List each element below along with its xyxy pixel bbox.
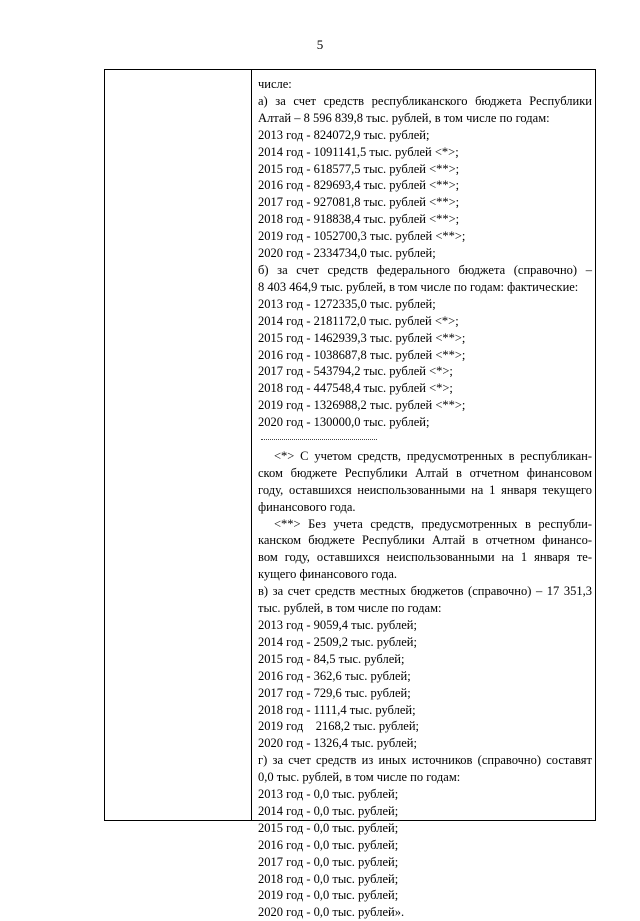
republican-year-2015: 2015 год - 618577,5 тыс. рублей <**>; <box>258 161 460 176</box>
local-year-2016: 2016 год - 362,6 тыс. рублей; <box>258 668 411 683</box>
other-heading-line1: г) за счет средств из иных источников (справочно) составят <box>258 753 592 768</box>
footnote2-line2: канском бюджете Республики Алтай в отчетном финансо- <box>258 533 592 548</box>
republican-year-2014: 2014 год - 1091141,5 тыс. рублей <*>; <box>258 144 459 159</box>
republican-year-2017: 2017 год - 927081,8 тыс. рублей <**>; <box>258 195 460 210</box>
republican-year-2013: 2013 год - 824072,9 тыс. рублей; <box>258 127 430 142</box>
other-year-2013: 2013 год - 0,0 тыс. рублей; <box>258 787 399 802</box>
local-year-2014: 2014 год - 2509,2 тыс. рублей; <box>258 634 417 649</box>
other-year-2018: 2018 год - 0,0 тыс. рублей; <box>258 871 399 886</box>
footnote-single-star <box>258 448 592 516</box>
local-year-2017: 2017 год - 729,6 тыс. рублей; <box>258 685 411 700</box>
federal-year-2019: 2019 год - 1326988,2 тыс. рублей <**>; <box>258 398 466 413</box>
local-year-2015: 2015 год - 84,5 тыс. рублей; <box>258 651 405 666</box>
federal-budget-section <box>258 262 592 431</box>
republican-year-2016: 2016 год - 829693,4 тыс. рублей <**>; <box>258 178 460 193</box>
other-year-2014: 2014 год - 0,0 тыс. рублей; <box>258 803 399 818</box>
footnote2-line4: кущего финансового года. <box>258 567 398 582</box>
local-heading-line1: в) за счет средств местных бюджетов (справочно) – 17 351,3 <box>258 584 592 599</box>
footnote-separator <box>258 431 592 448</box>
footnote-double-star <box>258 516 592 584</box>
republican-heading-line2: Алтай – 8 596 839,8 тыс. рублей, в том числе по годам: <box>258 110 550 125</box>
intro-text: числе: <box>258 77 292 91</box>
federal-year-2018: 2018 год - 447548,4 тыс. рублей <*>; <box>258 381 453 396</box>
federal-year-2017: 2017 год - 543794,2 тыс. рублей <*>; <box>258 364 453 379</box>
footnote2-line3: вом году, оставшихся неиспользованными на 1 января те- <box>258 550 592 565</box>
other-year-2015: 2015 год - 0,0 тыс. рублей; <box>258 820 399 835</box>
table-left-cell <box>105 70 251 820</box>
republican-budget-section <box>258 93 592 262</box>
federal-heading-line2: 8 403 464,9 тыс. рублей, в том числе по годам: фактические: <box>258 279 579 294</box>
document-table <box>104 69 596 920</box>
footnote1-line2: ском бюджете Республики Алтай в отчетном финансовом <box>258 465 592 480</box>
republican-year-2019: 2019 год - 1052700,3 тыс. рублей <**>; <box>258 229 466 244</box>
local-year-2019: 2019 год 2168,2 тыс. рублей; <box>258 719 420 734</box>
other-year-2017: 2017 год - 0,0 тыс. рублей; <box>258 854 399 869</box>
other-heading-line2: 0,0 тыс. рублей, в том числе по годам: <box>258 770 461 785</box>
footnote1-line3: году, оставшихся неиспользованными на 1 января текущего <box>258 482 592 497</box>
republican-year-2018: 2018 год - 918838,4 тыс. рублей <**>; <box>258 212 460 227</box>
local-budget-section <box>258 583 592 752</box>
federal-year-2014: 2014 год - 2181172,0 тыс. рублей <*>; <box>258 313 459 328</box>
other-year-2019: 2019 год - 0,0 тыс. рублей; <box>258 888 399 903</box>
federal-year-2016: 2016 год - 1038687,8 тыс. рублей <**>; <box>258 347 466 362</box>
other-sources-section <box>258 752 592 921</box>
local-year-2013: 2013 год - 9059,4 тыс. рублей; <box>258 617 417 632</box>
republican-year-2020: 2020 год - 2334734,0 тыс. рублей; <box>258 246 436 261</box>
footnote2-line1: <**> Без учета средств, предусмотренных в республи- <box>274 516 592 531</box>
federal-year-2013: 2013 год - 1272335,0 тыс. рублей; <box>258 296 436 311</box>
federal-heading-line1: б) за счет средств федерального бюджета (справочно) – <box>258 262 592 277</box>
table-right-cell <box>258 76 592 921</box>
other-year-2016: 2016 год - 0,0 тыс. рублей; <box>258 837 399 852</box>
federal-year-2015: 2015 год - 1462939,3 тыс. рублей <**>; <box>258 330 466 345</box>
footnote1-line4: финансового года. <box>258 499 356 514</box>
footnote1-line1: <*> С учетом средств, предусмотренных в республикан- <box>274 448 592 463</box>
other-year-2020: 2020 год - 0,0 тыс. рублей». <box>258 905 405 920</box>
page-number: 5 <box>316 37 324 52</box>
local-year-2018: 2018 год - 1111,4 тыс. рублей; <box>258 702 416 717</box>
local-heading-line2: тыс. рублей, в том числе по годам: <box>258 601 442 616</box>
column-divider <box>251 70 252 820</box>
republican-heading-line1: а) за счет средств республиканского бюджета Республики <box>258 93 592 108</box>
federal-year-2020: 2020 год - 130000,0 тыс. рублей; <box>258 415 430 430</box>
local-year-2020: 2020 год - 1326,4 тыс. рублей; <box>258 736 417 751</box>
